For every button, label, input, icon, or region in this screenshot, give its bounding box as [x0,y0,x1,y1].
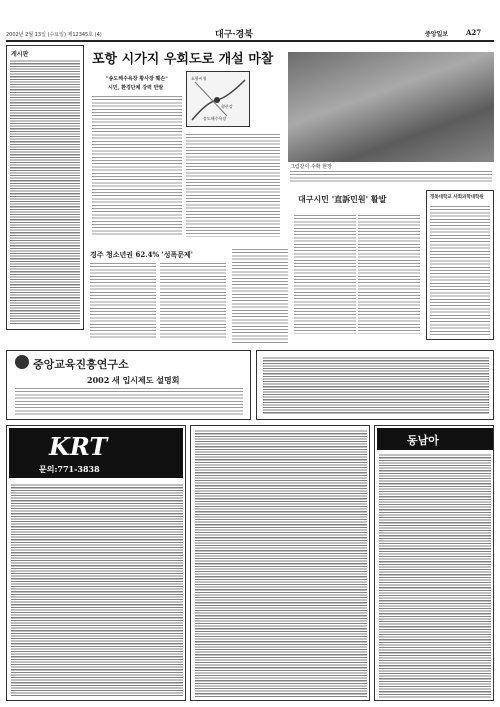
ad-3-listings [379,454,491,698]
ad-mid-listings [195,430,367,698]
map-figure [186,71,250,127]
ad-mid [190,425,370,701]
story-3-col-2 [358,214,420,334]
sidebar-panel [6,45,84,330]
news-photo [288,52,494,162]
story-4-headline: 경북대학교 사회과학대학원 [430,195,484,200]
main-story [88,45,284,245]
ad-1-event: 2002 새 입시제도 설명회 [87,375,180,385]
main-headline: 포항 시가지 우회도로 개설 마찰 [92,52,274,67]
main-col-1 [92,95,182,237]
story-3-col-1 [294,214,356,334]
story-2 [88,248,228,343]
main-subhead-2: 시민, 환경단체 강력 반발 [108,85,164,91]
ad-3-banner [377,428,493,450]
story-4-text [430,205,490,335]
story-2-col-2 [160,262,226,340]
ad-1 [6,350,251,420]
sidebar-title: 게시판 [11,51,29,58]
story-4 [426,190,494,340]
section-title: 대구·경북 [215,30,253,40]
page-number: A27 [466,28,482,37]
mid-story-text [232,248,288,343]
date-line: 2002년 2월 13일 (수요일) 제12345호 (4) [6,32,102,38]
masthead: 중앙일보 [425,31,449,38]
photo-caption: 그림같이 수확 현장 [290,164,332,170]
story-3-headline: 대구시민 '直訴민원' 활발 [298,194,387,204]
map-label-1: 포항시청 [191,76,207,81]
ad-1-name: 중앙교육진흥연구소 [33,358,129,371]
photo-caption-text [290,170,492,184]
ad-2 [6,425,186,701]
main-col-2 [186,133,280,237]
map-label-2: 형산강 [221,104,233,109]
ad-right-text [263,357,489,415]
header-rule [6,40,494,42]
ad-2-brand: KRT [49,432,108,461]
ad-2-phone: 문의:771-3838 [39,464,100,474]
ad-3 [374,425,494,701]
story-2-col-1 [90,262,156,340]
story-3 [292,190,422,340]
ad-2-listings [11,484,183,696]
ad-3-brand: 동남아 [407,434,439,447]
ad-1-text [15,387,243,417]
sidebar-text [10,60,80,324]
map-label-3: 송도해수욕장 [203,116,227,121]
ad-2-banner [9,428,183,478]
logo-icon [15,355,29,369]
story-2-headline: 경주 청소년권 62.4% '성폭문제' [90,250,193,259]
ad-right [256,350,494,420]
main-subhead-1: "송도해수욕장 황사장 훼손" [106,76,168,82]
